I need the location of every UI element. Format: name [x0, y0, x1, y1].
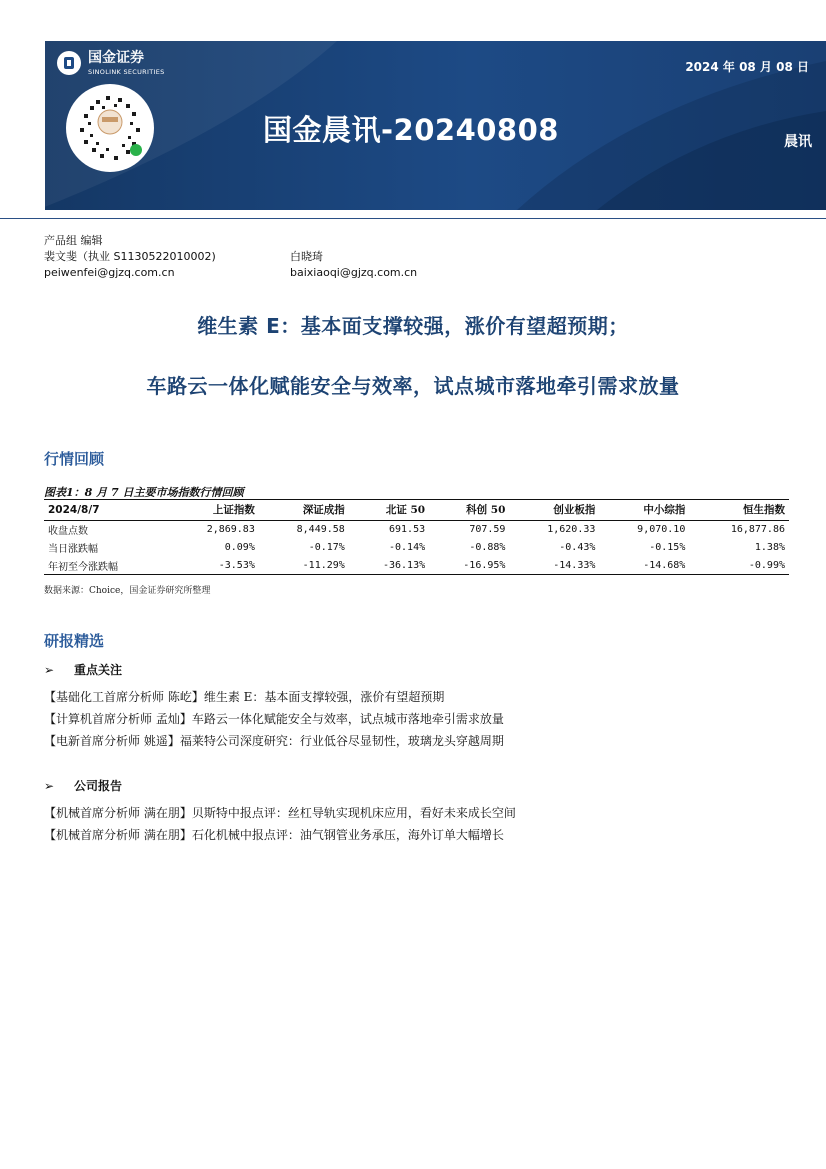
table-cell: 收盘点数 — [48, 526, 88, 538]
table-header-cell: 中小综指 — [599, 500, 689, 521]
table-header-row — [44, 500, 789, 521]
table-header-cell: 深证成指 — [259, 500, 349, 521]
table-cell: -0.99% — [689, 557, 789, 575]
arrow-bullet-icon: ➢ — [44, 778, 55, 793]
table-cell: 691.53 — [389, 524, 426, 536]
table-cell: -0.43% — [559, 542, 596, 553]
logo-subtitle: SINOLINK SECURITIES — [88, 67, 165, 76]
table-cell: -0.17% — [308, 542, 345, 553]
table-cell: -36.13% — [349, 557, 429, 575]
author-email-1[interactable]: peiwenfei@gjzq.com.cn — [44, 266, 175, 279]
table-cell: -14.68% — [599, 557, 689, 575]
focus-heading — [44, 661, 122, 678]
sinolink-logo-icon — [56, 50, 82, 76]
table-cell: -11.29% — [259, 557, 349, 575]
company-report-heading-label: 公司报告 — [74, 779, 123, 793]
table-cell: 0.09% — [224, 542, 255, 553]
table-header-cell: 上证指数 — [169, 500, 259, 521]
company-report-heading — [44, 777, 122, 794]
editor-group: 产品组 编辑 — [44, 234, 103, 247]
focus-heading-label: 重点关注 — [74, 663, 123, 677]
headline-1: 维生素 E：基本面支撑较强，涨价有望超预期； — [197, 314, 629, 338]
author-name-2: 白晓琦 — [290, 250, 323, 263]
section-market-review: 行情回顾 — [44, 450, 105, 468]
table-cell: 1.38% — [754, 542, 785, 553]
table-row — [44, 539, 789, 557]
table-header-cell: 北证 50 — [349, 500, 429, 521]
report-title: 国金晨讯-20240808 — [263, 113, 559, 147]
qr-code-icon[interactable] — [66, 84, 154, 172]
list-item[interactable]: 【计算机首席分析师 孟灿】车路云一体化赋能安全与效率，试点城市落地牵引需求放量 — [44, 712, 504, 726]
banner-edge — [37, 41, 45, 210]
table-cell: -14.33% — [509, 557, 599, 575]
data-source-note: 数据来源：Choice，国金证券研究所整理 — [44, 586, 211, 596]
author-name-1: 裴文斐（执业 S1130522010002) — [44, 250, 216, 263]
table-row — [44, 557, 789, 575]
table-header-cell: 科创 50 — [429, 500, 509, 521]
list-item[interactable]: 【基础化工首席分析师 陈屹】维生素 E：基本面支撑较强，涨价有望超预期 — [44, 690, 445, 704]
section-research-picks: 研报精选 — [44, 632, 105, 650]
table-header-cell: 创业板指 — [509, 500, 599, 521]
table-cell: -0.88% — [469, 542, 506, 553]
table-header-cell: 恒生指数 — [689, 500, 789, 521]
list-item[interactable]: 【电新首席分析师 姚遥】福莱特公司深度研究：行业低谷尽显韧性，玻璃龙头穿越周期 — [44, 734, 504, 748]
report-category: 晨讯 — [784, 134, 812, 150]
report-date: 2024 年 08 月 08 日 — [685, 60, 809, 74]
table-cell: 年初至今涨跌幅 — [44, 557, 169, 575]
table-cell: 当日涨跌幅 — [48, 544, 98, 555]
logo-name: 国金证券 — [88, 49, 144, 66]
table-row — [44, 521, 789, 539]
table-cell: 9,070.10 — [637, 524, 686, 536]
table-cell: 8,449.58 — [296, 524, 345, 536]
company-logo — [56, 50, 165, 76]
table-cell: 2,869.83 — [206, 524, 255, 536]
list-item[interactable]: 【机械首席分析师 满在朋】石化机械中报点评：油气钢管业务承压，海外订单大幅增长 — [44, 828, 504, 842]
table-cell: -0.14% — [389, 542, 426, 553]
headline-2: 车路云一体化赋能安全与效率，试点城市落地牵引需求放量 — [146, 374, 680, 398]
header-divider — [0, 218, 826, 219]
market-index-table — [44, 499, 789, 575]
table-header-cell: 2024/8/7 — [44, 500, 169, 521]
table-cell: -3.53% — [169, 557, 259, 575]
table-cell: -0.15% — [649, 542, 686, 553]
table-cell: 707.59 — [469, 524, 506, 536]
table-cell: 1,620.33 — [547, 524, 596, 536]
table-cell: -16.95% — [429, 557, 509, 575]
table-cell: 16,877.86 — [730, 524, 785, 536]
figure-title: 图表1：8 月 7 日主要市场指数行情回顾 — [44, 486, 244, 499]
author-email-2[interactable]: baixiaoqi@gjzq.com.cn — [290, 266, 418, 279]
arrow-bullet-icon: ➢ — [44, 662, 55, 677]
list-item[interactable]: 【机械首席分析师 满在朋】贝斯特中报点评：丝杠导轨实现机床应用，看好未来成长空间 — [44, 806, 516, 820]
